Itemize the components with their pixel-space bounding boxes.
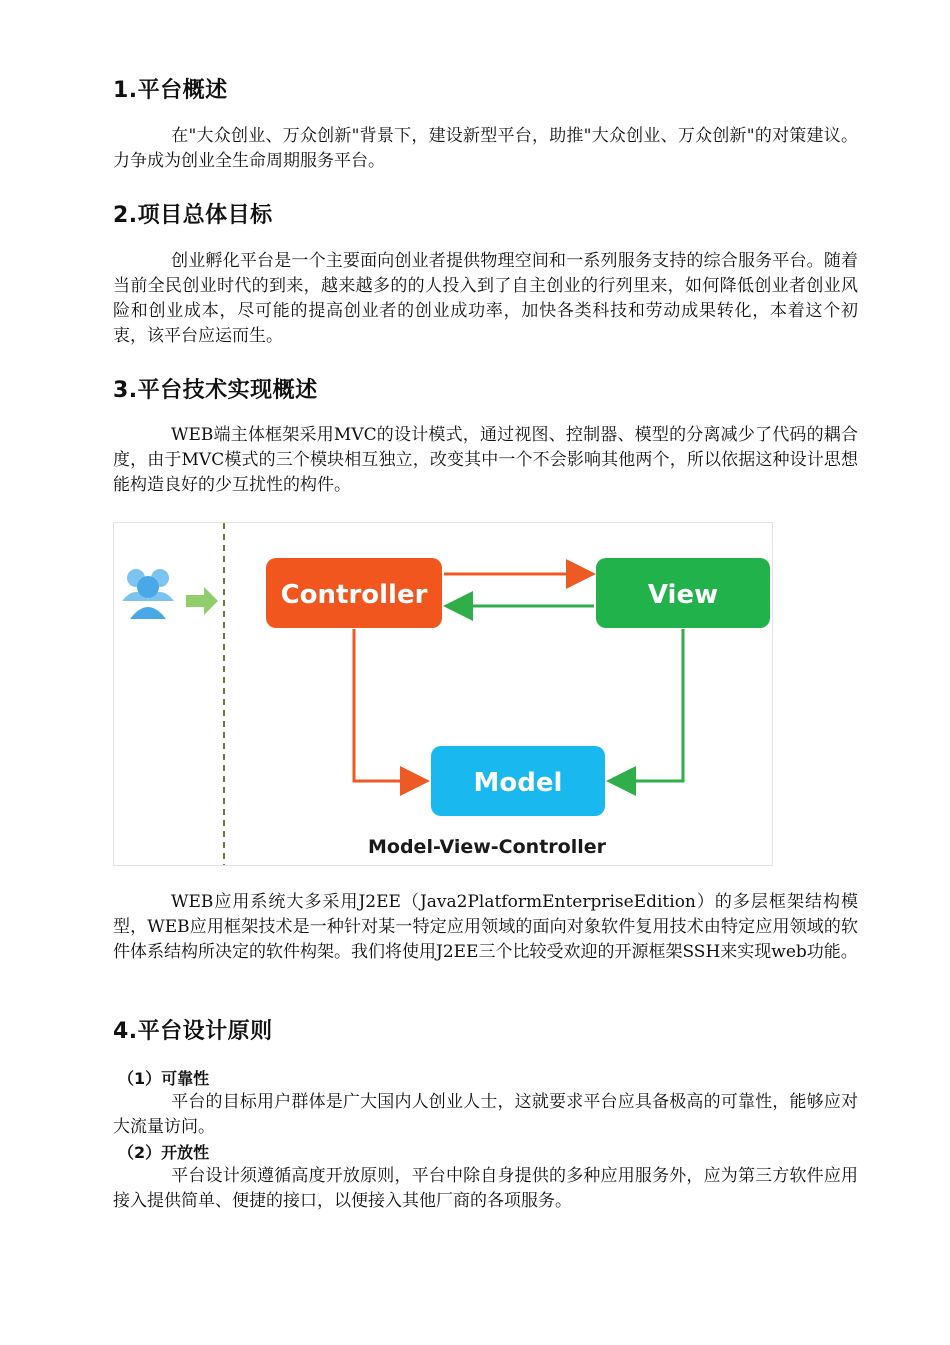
section-3-heading: 3.平台技术实现概述 — [113, 378, 318, 403]
principle-2-text: 平台设计须遵循高度开放原则，平台中除自身提供的多种应用服务外，应为第三方软件应用接入提供简单、便捷的接口，以便接入其他厂商的各项服务。 — [113, 1166, 858, 1211]
section-4-heading: 4.平台设计原则 — [113, 1019, 273, 1044]
view-label: View — [647, 580, 719, 610]
section-1-heading: 1.平台概述 — [113, 78, 228, 103]
section-2-heading: 2.项目总体目标 — [113, 203, 273, 228]
section-2-paragraph: 创业孵化平台是一个主要面向创业者提供物理空间和一系列服务支持的综合服务平台。随着当前全民创业时代的到来，越来越多的的人投入到了自主创业的行列里来，如何降低创业者创业风险和创业成本，尽可能的提高创业者的创业成功率，加快各类科技和劳动成果转化，本着这个初衷，该平台应运而生。 — [113, 251, 858, 346]
principle-2-label: （2）开放性 — [118, 1143, 210, 1162]
users-icon — [122, 569, 174, 619]
principle-1-label: （1）可靠性 — [118, 1069, 210, 1088]
mvc-diagram — [113, 522, 773, 866]
principle-1-text: 平台的目标用户群体是广大国内人创业人士，这就要求平台应具备极高的可靠性，能够应对大流量访问。 — [113, 1092, 858, 1137]
controller-label: Controller — [280, 580, 428, 610]
right-arrow-icon — [186, 587, 218, 615]
section-1-paragraph: 在"大众创业、万众创新"背景下，建设新型平台，助推"大众创业、万众创新"的对策建议。力争成为创业全生命周期服务平台。 — [113, 126, 858, 171]
arrow-controller-to-model — [354, 629, 424, 781]
arrow-view-to-model — [612, 629, 683, 781]
section-3-paragraph: WEB端主体框架采用MVC的设计模式，通过视图、控制器、模型的分离减少了代码的耦合度，由于MVC模式的三个模块相互独立，改变其中一个不会影响其他两个，所以依据这种设计思想能构造良好的少互扰性的构件。 — [113, 425, 858, 495]
mvc-diagram-svg — [114, 523, 772, 865]
section-3-paragraph-2: WEB应用系统大多采用J2EE（Java2PlatformEnterpriseEdition）的多层框架结构模型，WEB应用框架技术是一种针对某一特定应用领域的面向对象软件复用技术由特定应用领域的软件体系结构所决定的软件构架。我们将使用J2EE三个比较受欢迎的开源框架SSH来实现web功能。 — [113, 892, 858, 962]
diagram-caption: Model-View-Controller — [368, 836, 606, 858]
model-label: Model — [473, 768, 563, 798]
